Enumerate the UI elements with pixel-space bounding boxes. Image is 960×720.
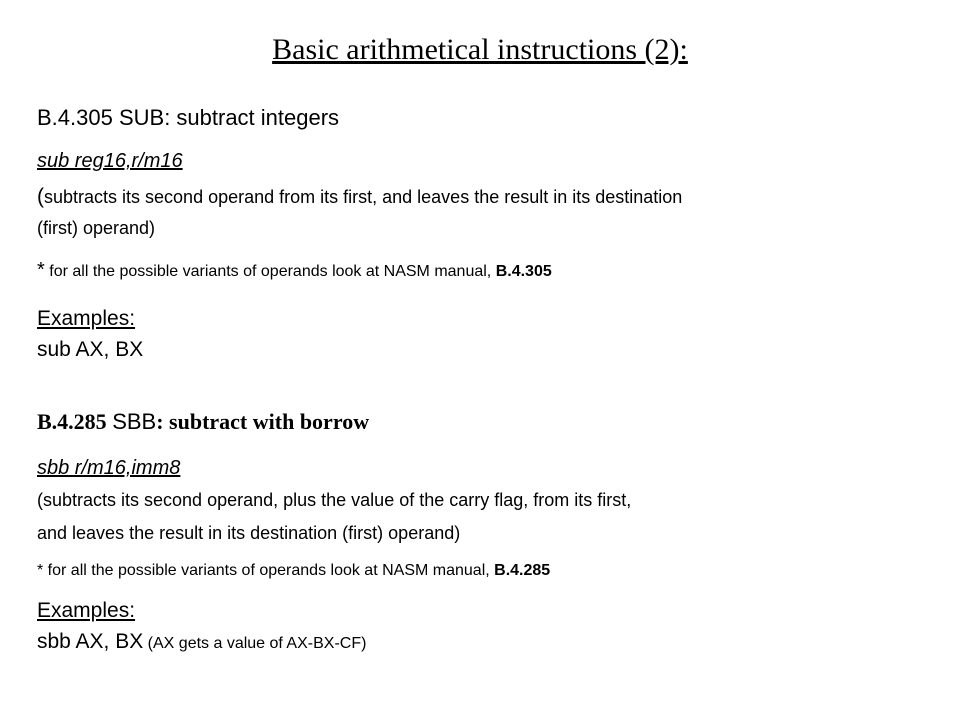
sbb-note bbox=[37, 562, 550, 580]
sub-description-text: subtracts its second operand from its first, and leaves the result in its destination bbox=[44, 187, 683, 207]
sbb-note-star: * bbox=[37, 562, 44, 579]
sub-syntax: sub reg16,r/m16 bbox=[37, 150, 183, 172]
sub-description-paren: ( bbox=[37, 185, 44, 208]
sub-examples-label: Examples: bbox=[37, 307, 136, 330]
sbb-example-line bbox=[37, 630, 366, 654]
sbb-heading-ref: B.4.285 bbox=[37, 409, 113, 434]
sbb-description-line1: (subtracts its second operand, plus the value of the carry flag, from its first, bbox=[37, 490, 632, 510]
sub-description-line2: (first) operand) bbox=[37, 218, 156, 238]
sbb-example-note: (AX gets a value of AX-BX-CF) bbox=[143, 635, 367, 652]
sub-note-text: for all the possible variants of operands look at NASM manual, bbox=[44, 263, 496, 280]
sbb-example: sbb AX, BX bbox=[37, 630, 144, 653]
sbb-heading bbox=[37, 409, 369, 435]
sub-note-ref: B.4.305 bbox=[495, 263, 552, 280]
sbb-syntax: sbb r/m16,imm8 bbox=[37, 457, 181, 479]
sbb-note-text: for all the possible variants of operands look at NASM manual, bbox=[43, 562, 495, 579]
sbb-heading-rest: : subtract with borrow bbox=[156, 409, 370, 434]
sbb-heading-mnemonic: SBB bbox=[112, 409, 157, 434]
sub-example: sub AX, BX bbox=[37, 338, 144, 361]
slide-title: Basic arithmetical instructions (2): bbox=[272, 33, 688, 66]
sbb-examples-label: Examples: bbox=[37, 599, 136, 622]
sbb-note-ref: B.4.285 bbox=[494, 562, 551, 579]
sub-description-line1 bbox=[37, 185, 682, 209]
sub-note-star: * bbox=[37, 259, 45, 281]
sub-note bbox=[37, 259, 552, 282]
sbb-description-line2: and leaves the result in its destination (first) operand) bbox=[37, 523, 461, 543]
sub-heading: B.4.305 SUB: subtract integers bbox=[37, 105, 340, 130]
